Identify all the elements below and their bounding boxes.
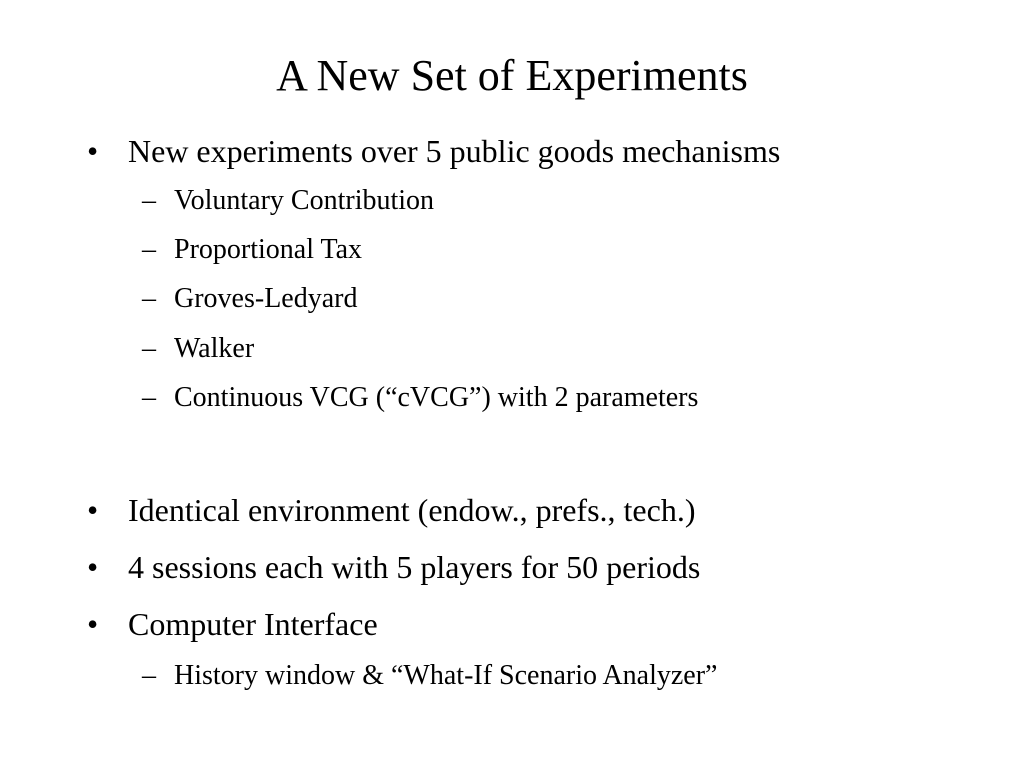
sub-bullet-marker: – bbox=[142, 382, 156, 413]
slide-title: A New Set of Experiments bbox=[276, 51, 748, 100]
bullet-marker: • bbox=[87, 133, 99, 169]
sub-bullet-text: Proportional Tax bbox=[174, 234, 363, 265]
sub-bullet-marker: – bbox=[142, 283, 156, 314]
sub-bullet-text: History window & “What-If Scenario Analyzer” bbox=[174, 660, 718, 691]
sub-bullet-text: Groves-Ledyard bbox=[174, 283, 358, 314]
sub-bullet-marker: – bbox=[142, 234, 156, 265]
bullet-marker: • bbox=[87, 606, 99, 642]
sub-bullet-text: Continuous VCG (“cVCG”) with 2 parameters bbox=[174, 382, 699, 413]
sub-bullet-text: Voluntary Contribution bbox=[174, 185, 435, 216]
sub-bullet-marker: – bbox=[142, 660, 156, 691]
bullet-marker: • bbox=[87, 549, 99, 585]
bullet-text: New experiments over 5 public goods mechanisms bbox=[128, 133, 781, 169]
bullet-text: 4 sessions each with 5 players for 50 periods bbox=[128, 549, 701, 585]
sub-bullet-text: Walker bbox=[174, 333, 255, 364]
sub-bullet-marker: – bbox=[142, 333, 156, 364]
sub-bullet-marker: – bbox=[142, 185, 156, 216]
bullet-text: Identical environment (endow., prefs., tech.) bbox=[128, 492, 696, 528]
bullet-marker: • bbox=[87, 492, 99, 528]
bullet-text: Computer Interface bbox=[128, 606, 378, 642]
